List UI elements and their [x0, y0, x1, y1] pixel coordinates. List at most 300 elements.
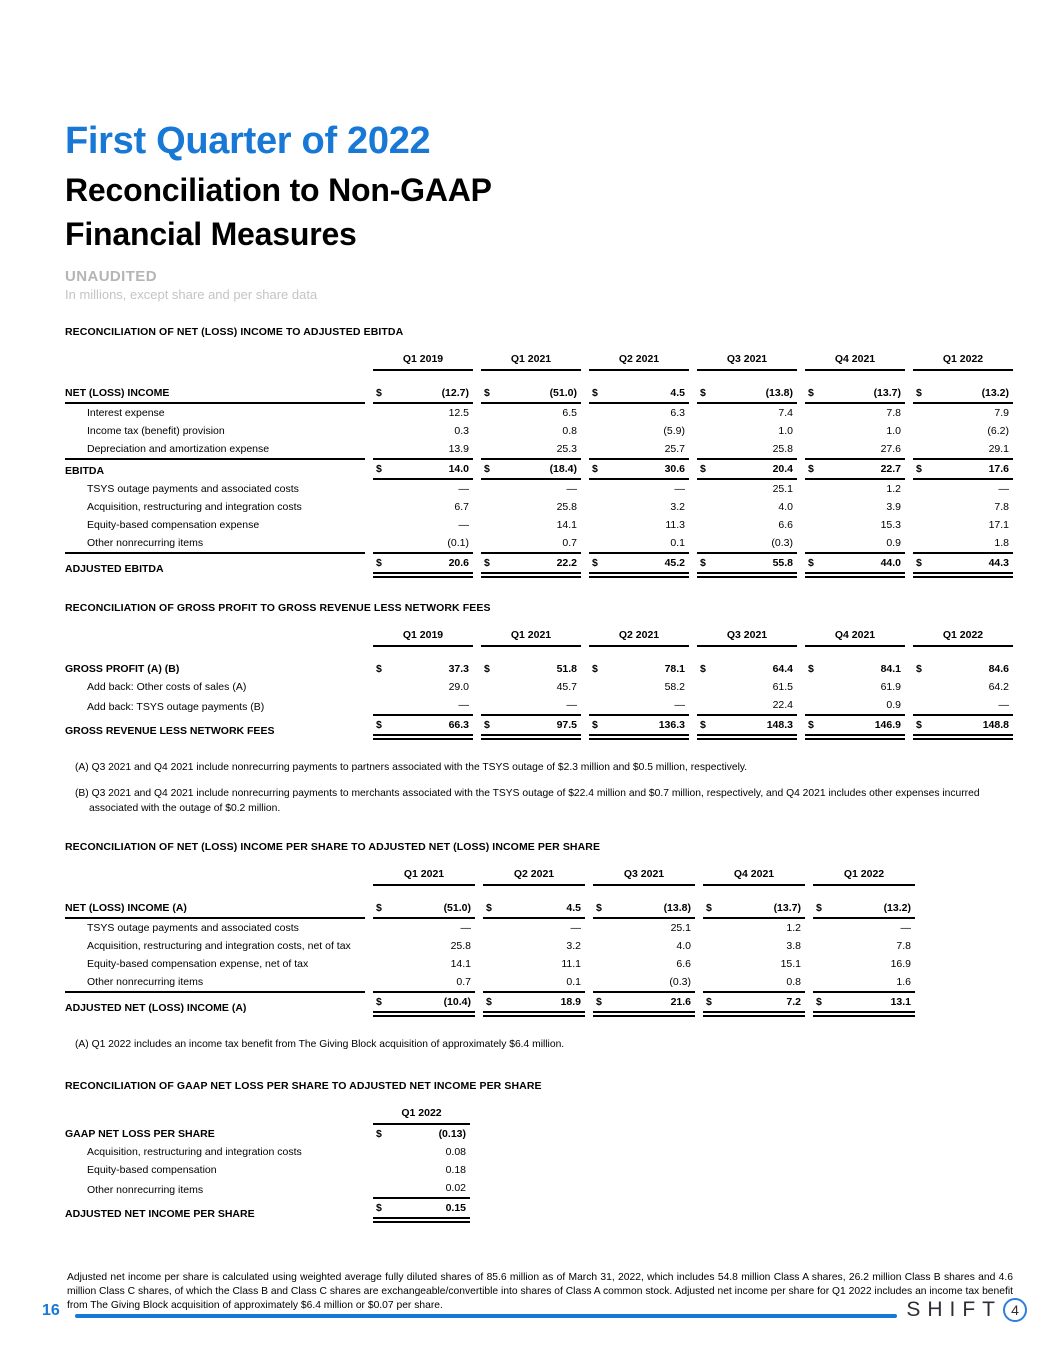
section-adjusted-net-income — [65, 841, 1030, 1052]
value-cell — [373, 973, 475, 993]
value-cell — [703, 919, 805, 937]
table-row — [65, 422, 1013, 440]
value-text: 14.1 — [556, 519, 577, 532]
value-cell — [813, 973, 915, 993]
dollar-sign: $ — [484, 387, 490, 400]
value-cell — [373, 1161, 470, 1179]
spacer-row — [65, 886, 915, 899]
value-cell — [481, 440, 581, 460]
value-cell — [373, 919, 475, 937]
value-text: 11.3 — [665, 519, 685, 532]
dollar-sign: $ — [916, 663, 922, 676]
column-header: Q3 2021 — [593, 865, 695, 886]
value-text: 148.8 — [982, 719, 1009, 732]
value-text: 1.0 — [886, 425, 901, 438]
value-cell — [697, 404, 797, 422]
value-cell — [373, 1125, 470, 1143]
value-cell — [373, 1199, 470, 1223]
value-cell — [697, 422, 797, 440]
value-cell — [913, 480, 1013, 498]
row-label: GROSS REVENUE LESS NETWORK FEES — [65, 725, 275, 738]
value-text: 1.0 — [778, 425, 793, 438]
value-text: 11.1 — [561, 957, 581, 970]
value-cell — [813, 919, 915, 937]
value-text: 7.8 — [886, 407, 901, 420]
value-text: 0.18 — [445, 1163, 466, 1176]
value-cell — [913, 660, 1013, 678]
table-row — [65, 534, 1013, 554]
value-text: 0.7 — [456, 975, 471, 988]
table-header-row — [65, 350, 1013, 371]
value-cell — [373, 498, 473, 516]
footer-rule — [75, 1314, 897, 1318]
value-cell — [483, 955, 585, 973]
dollar-sign: $ — [916, 463, 922, 476]
value-text: 51.8 — [556, 663, 577, 676]
label-column-header — [65, 865, 365, 886]
value-cell — [813, 937, 915, 955]
value-text: 1.8 — [994, 537, 1009, 550]
value-text: — — [674, 483, 685, 496]
table-header-row — [65, 865, 915, 886]
value-text: 1.2 — [886, 483, 901, 496]
value-cell — [373, 1179, 470, 1199]
value-cell — [373, 440, 473, 460]
value-cell — [373, 460, 473, 480]
value-text: 0.08 — [445, 1145, 466, 1158]
value-text: — — [460, 921, 471, 934]
value-cell — [593, 919, 695, 937]
value-cell — [481, 660, 581, 678]
value-text: 7.9 — [994, 407, 1009, 420]
dollar-sign: $ — [484, 557, 490, 570]
table-row — [65, 696, 1013, 716]
financial-table — [57, 1104, 478, 1223]
value-text: 29.0 — [448, 681, 469, 694]
row-label: EBITDA — [65, 465, 105, 478]
value-text: 0.02 — [445, 1181, 466, 1194]
value-text: — — [674, 699, 685, 712]
section-adjusted-ebitda — [65, 326, 1030, 578]
table-row — [65, 955, 915, 973]
value-text: 25.8 — [556, 501, 577, 514]
value-cell — [589, 554, 689, 578]
value-cell — [373, 516, 473, 534]
subtitle-line-1: Reconciliation to Non-GAAP — [65, 171, 492, 208]
value-cell — [805, 480, 905, 498]
value-text: (51.0) — [549, 387, 577, 400]
value-text: 16.9 — [890, 957, 911, 970]
dollar-sign: $ — [376, 995, 382, 1008]
value-cell — [593, 899, 695, 919]
dollar-sign: $ — [596, 901, 602, 914]
table-row — [65, 384, 1013, 404]
value-text: 6.5 — [562, 407, 577, 420]
value-text: 0.9 — [886, 699, 901, 712]
value-text: — — [998, 699, 1009, 712]
value-text: 1.2 — [786, 921, 801, 934]
row-label: ADJUSTED NET INCOME PER SHARE — [65, 1207, 255, 1220]
dollar-sign: $ — [808, 663, 814, 676]
spacer-cell — [65, 647, 1013, 660]
value-cell — [589, 660, 689, 678]
value-cell — [697, 460, 797, 480]
value-text: 4.5 — [566, 901, 581, 914]
column-header: Q2 2021 — [589, 626, 689, 647]
column-header: Q2 2021 — [589, 350, 689, 371]
column-header: Q1 2022 — [913, 350, 1013, 371]
value-cell — [805, 404, 905, 422]
value-cell — [481, 460, 581, 480]
value-text: 30.6 — [664, 463, 685, 476]
value-cell — [589, 422, 689, 440]
value-cell — [703, 955, 805, 973]
row-label: Other nonrecurring items — [87, 1183, 204, 1196]
column-header: Q3 2021 — [697, 350, 797, 371]
value-cell — [481, 534, 581, 554]
value-cell — [589, 716, 689, 740]
value-text: (13.7) — [773, 901, 801, 914]
value-text: 4.5 — [670, 387, 685, 400]
value-text: 3.9 — [886, 501, 901, 514]
value-cell — [697, 384, 797, 404]
row-label: GROSS PROFIT (A) (B) — [65, 663, 180, 676]
dollar-sign: $ — [700, 387, 706, 400]
page-subtitle — [65, 168, 1030, 256]
value-text: (0.3) — [669, 975, 691, 988]
value-text: 0.7 — [562, 537, 577, 550]
value-cell — [913, 498, 1013, 516]
value-text: 3.2 — [566, 939, 581, 952]
value-text: (6.2) — [987, 425, 1009, 438]
value-cell — [589, 516, 689, 534]
per-share-table-slot — [65, 1104, 1030, 1223]
table-row — [65, 993, 915, 1017]
value-text: (13.2) — [883, 901, 911, 914]
value-cell — [481, 678, 581, 696]
value-text: (5.9) — [663, 425, 685, 438]
value-text: 148.3 — [766, 719, 793, 732]
value-cell — [913, 384, 1013, 404]
table-header-row — [65, 1104, 470, 1125]
table-row — [65, 1125, 470, 1143]
value-text: 20.4 — [772, 463, 793, 476]
value-text: 45.7 — [556, 681, 577, 694]
value-cell — [697, 660, 797, 678]
value-cell — [805, 422, 905, 440]
value-text: 14.0 — [448, 463, 469, 476]
value-text: 7.4 — [778, 407, 793, 420]
value-text: — — [566, 699, 577, 712]
value-text: 25.1 — [670, 921, 691, 934]
value-text: 0.9 — [886, 537, 901, 550]
value-cell — [593, 955, 695, 973]
column-header: Q1 2022 — [813, 865, 915, 886]
section-per-share — [65, 1080, 1030, 1223]
value-text: 45.2 — [664, 557, 685, 570]
value-cell — [589, 498, 689, 516]
dollar-sign: $ — [808, 463, 814, 476]
row-label: Add back: TSYS outage payments (B) — [87, 701, 265, 714]
value-cell — [481, 716, 581, 740]
value-cell — [373, 678, 473, 696]
footnote-b: (B) Q3 2021 and Q4 2021 include nonrecurring payments to merchants associated with the TSYS outage of $22.4 million and $0.7 million, respectively, and Q4 2021 includes other expenses incurred associated with the outage of $0.2 million. — [75, 787, 980, 815]
value-cell — [697, 480, 797, 498]
dollar-sign: $ — [484, 463, 490, 476]
table-row — [65, 554, 1013, 578]
value-cell — [913, 516, 1013, 534]
table-row — [65, 480, 1013, 498]
footnote-a: (A) Q3 2021 and Q4 2021 include nonrecurring payments to partners associated with the TSYS outage of $2.3 million and $0.5 million, respectively. — [75, 762, 748, 774]
value-text: 25.8 — [772, 443, 793, 456]
dollar-sign: $ — [916, 387, 922, 400]
table-row — [65, 919, 915, 937]
value-cell — [481, 554, 581, 578]
value-cell — [703, 899, 805, 919]
column-header: Q1 2019 — [373, 626, 473, 647]
value-text: 84.1 — [880, 663, 901, 676]
value-text: 0.1 — [670, 537, 685, 550]
value-text: (10.4) — [443, 995, 471, 1008]
value-cell — [697, 678, 797, 696]
row-label: GAAP NET LOSS PER SHARE — [65, 1127, 215, 1140]
value-cell — [481, 384, 581, 404]
value-text: 27.6 — [880, 443, 901, 456]
financial-table — [57, 350, 1021, 578]
value-cell — [805, 516, 905, 534]
value-cell — [805, 678, 905, 696]
dollar-sign: $ — [816, 901, 822, 914]
value-text: (0.3) — [771, 537, 793, 550]
label-column-header — [65, 626, 365, 647]
value-cell — [813, 899, 915, 919]
table-header-row — [65, 626, 1013, 647]
dollar-sign: $ — [808, 719, 814, 732]
adjusted-ebitda-table-slot — [65, 350, 1030, 578]
dollar-sign: $ — [486, 901, 492, 914]
value-text: 18.9 — [560, 995, 581, 1008]
value-text: 64.2 — [988, 681, 1009, 694]
dollar-sign: $ — [916, 719, 922, 732]
value-text: 25.8 — [450, 939, 471, 952]
value-cell — [697, 440, 797, 460]
value-cell — [589, 384, 689, 404]
value-text: 7.2 — [786, 995, 801, 1008]
dollar-sign: $ — [376, 901, 382, 914]
value-cell — [805, 696, 905, 716]
table-row — [65, 678, 1013, 696]
value-cell — [593, 937, 695, 955]
dollar-sign: $ — [706, 995, 712, 1008]
value-cell — [805, 660, 905, 678]
value-text: 13.1 — [890, 995, 911, 1008]
value-text: — — [570, 921, 581, 934]
value-cell — [805, 384, 905, 404]
column-header: Q3 2021 — [697, 626, 797, 647]
value-cell — [703, 937, 805, 955]
value-cell — [373, 404, 473, 422]
row-label: Interest expense — [87, 407, 165, 420]
table-row — [65, 973, 915, 993]
units-note: In millions, except share and per share data — [65, 287, 318, 303]
value-text: 25.1 — [772, 483, 793, 496]
value-cell — [697, 534, 797, 554]
value-cell — [913, 678, 1013, 696]
value-text: 84.6 — [988, 663, 1009, 676]
value-cell — [373, 937, 475, 955]
value-text: — — [458, 699, 469, 712]
value-text: (13.8) — [765, 387, 793, 400]
row-label: Equity-based compensation expense — [87, 519, 260, 532]
table-row — [65, 1199, 470, 1223]
value-cell — [813, 955, 915, 973]
value-cell — [373, 554, 473, 578]
value-text: — — [998, 483, 1009, 496]
value-cell — [589, 404, 689, 422]
value-text: 44.0 — [880, 557, 901, 570]
value-text: 15.1 — [780, 957, 801, 970]
value-cell — [805, 440, 905, 460]
row-label: Other nonrecurring items — [65, 973, 365, 993]
value-text: 1.6 — [896, 975, 911, 988]
value-text: 146.9 — [874, 719, 901, 732]
value-cell — [481, 498, 581, 516]
value-text: 20.6 — [448, 557, 469, 570]
value-cell — [805, 554, 905, 578]
dollar-sign: $ — [376, 1201, 382, 1214]
value-text: 25.7 — [664, 443, 685, 456]
value-text: 0.8 — [562, 425, 577, 438]
value-text: 61.9 — [880, 681, 901, 694]
section-heading: RECONCILIATION OF NET (LOSS) INCOME PER SHARE TO ADJUSTED NET (LOSS) INCOME PER SHARE — [65, 840, 601, 853]
value-cell — [697, 516, 797, 534]
table-row — [65, 899, 915, 919]
logo-text: SHIFT — [906, 1298, 1002, 1321]
value-text: 3.2 — [670, 501, 685, 514]
value-cell — [589, 480, 689, 498]
value-text: — — [458, 483, 469, 496]
value-text: 7.8 — [994, 501, 1009, 514]
value-cell — [913, 554, 1013, 578]
table-row — [65, 516, 1013, 534]
value-cell — [913, 404, 1013, 422]
value-text: 55.8 — [772, 557, 793, 570]
value-cell — [481, 404, 581, 422]
value-cell — [481, 516, 581, 534]
value-cell — [373, 384, 473, 404]
closing-note: Adjusted net income per share is calculated using weighted average fully diluted shares of 85.6 million as of March 31, 2022, which includes 54.8 million Class A shares, 26.2 million Class B shares and 4.6 million Class C shares, of which the Class B and Class C shares are exchangeable/convertible into shares of Class A common stock. Adjusted net income per share for Q1 2022 includes an income tax benefit from The Giving Block acquisition of approximately $6.4 million or $0.07 per share. — [67, 1272, 1013, 1312]
value-cell — [481, 696, 581, 716]
row-label: NET (LOSS) INCOME — [65, 384, 365, 404]
value-cell — [589, 678, 689, 696]
value-cell — [483, 993, 585, 1017]
value-text: 37.3 — [448, 663, 469, 676]
table-row — [65, 1143, 470, 1161]
row-label: Depreciation and amortization expense — [65, 440, 365, 460]
table-row — [65, 440, 1013, 460]
value-cell — [593, 993, 695, 1017]
row-label: ADJUSTED NET (LOSS) INCOME (A) — [65, 1001, 247, 1014]
dollar-sign: $ — [808, 387, 814, 400]
value-text: 22.2 — [556, 557, 577, 570]
value-cell — [373, 899, 475, 919]
page-title: First Quarter of 2022 — [65, 120, 431, 162]
gross-revenue-table-slot — [65, 626, 1030, 740]
value-text: (18.4) — [549, 463, 577, 476]
column-header: Q1 2022 — [373, 1104, 470, 1125]
value-text: 15.3 — [880, 519, 901, 532]
column-header: Q1 2021 — [481, 350, 581, 371]
dollar-sign: $ — [376, 1127, 382, 1140]
financial-table — [57, 626, 1021, 740]
dollar-sign: $ — [376, 557, 382, 570]
value-text: 4.0 — [778, 501, 793, 514]
dollar-sign: $ — [376, 387, 382, 400]
value-text: 78.1 — [664, 663, 685, 676]
column-header: Q1 2021 — [373, 865, 475, 886]
value-text: 17.6 — [988, 463, 1009, 476]
value-cell — [373, 660, 473, 678]
value-cell — [813, 993, 915, 1017]
row-label: Acquisition, restructuring and integration costs — [87, 501, 302, 514]
value-text: 13.9 — [448, 443, 469, 456]
value-text: 7.8 — [896, 939, 911, 952]
dollar-sign: $ — [916, 557, 922, 570]
value-text: 61.5 — [772, 681, 793, 694]
value-cell — [589, 460, 689, 480]
column-header: Q1 2022 — [913, 626, 1013, 647]
value-text: 6.7 — [454, 501, 469, 514]
dollar-sign: $ — [700, 557, 706, 570]
table-row — [65, 937, 915, 955]
column-header: Q1 2021 — [481, 626, 581, 647]
unaudited-label: UNAUDITED — [65, 268, 157, 286]
value-text: (0.1) — [447, 537, 469, 550]
value-cell — [589, 534, 689, 554]
value-text: (0.13) — [438, 1127, 466, 1140]
value-cell — [373, 480, 473, 498]
dollar-sign: $ — [376, 663, 382, 676]
value-cell — [697, 696, 797, 716]
value-text: 22.7 — [880, 463, 901, 476]
label-column-header — [65, 350, 365, 371]
value-cell — [913, 440, 1013, 460]
dollar-sign: $ — [376, 463, 382, 476]
table-row — [65, 1161, 470, 1179]
table-row — [65, 1179, 470, 1199]
section-heading: RECONCILIATION OF GAAP NET LOSS PER SHARE TO ADJUSTED NET INCOME PER SHARE — [65, 1079, 542, 1092]
section-gross-revenue — [65, 602, 1030, 816]
dollar-sign: $ — [592, 463, 598, 476]
table-row — [65, 716, 1013, 740]
row-label: Other nonrecurring items — [65, 534, 365, 554]
dollar-sign: $ — [700, 463, 706, 476]
dollar-sign: $ — [376, 719, 382, 732]
dollar-sign: $ — [592, 719, 598, 732]
value-text: 0.3 — [454, 425, 469, 438]
column-header: Q4 2021 — [805, 626, 905, 647]
row-label: NET (LOSS) INCOME (A) — [65, 899, 365, 919]
value-cell — [373, 696, 473, 716]
value-text: 25.3 — [556, 443, 577, 456]
value-text: 6.6 — [676, 957, 691, 970]
logo-digit-circle — [1003, 1298, 1027, 1322]
value-cell — [703, 973, 805, 993]
section-heading: RECONCILIATION OF NET (LOSS) INCOME TO ADJUSTED EBITDA — [65, 326, 404, 339]
value-text: (13.7) — [873, 387, 901, 400]
value-cell — [483, 899, 585, 919]
value-cell — [805, 460, 905, 480]
